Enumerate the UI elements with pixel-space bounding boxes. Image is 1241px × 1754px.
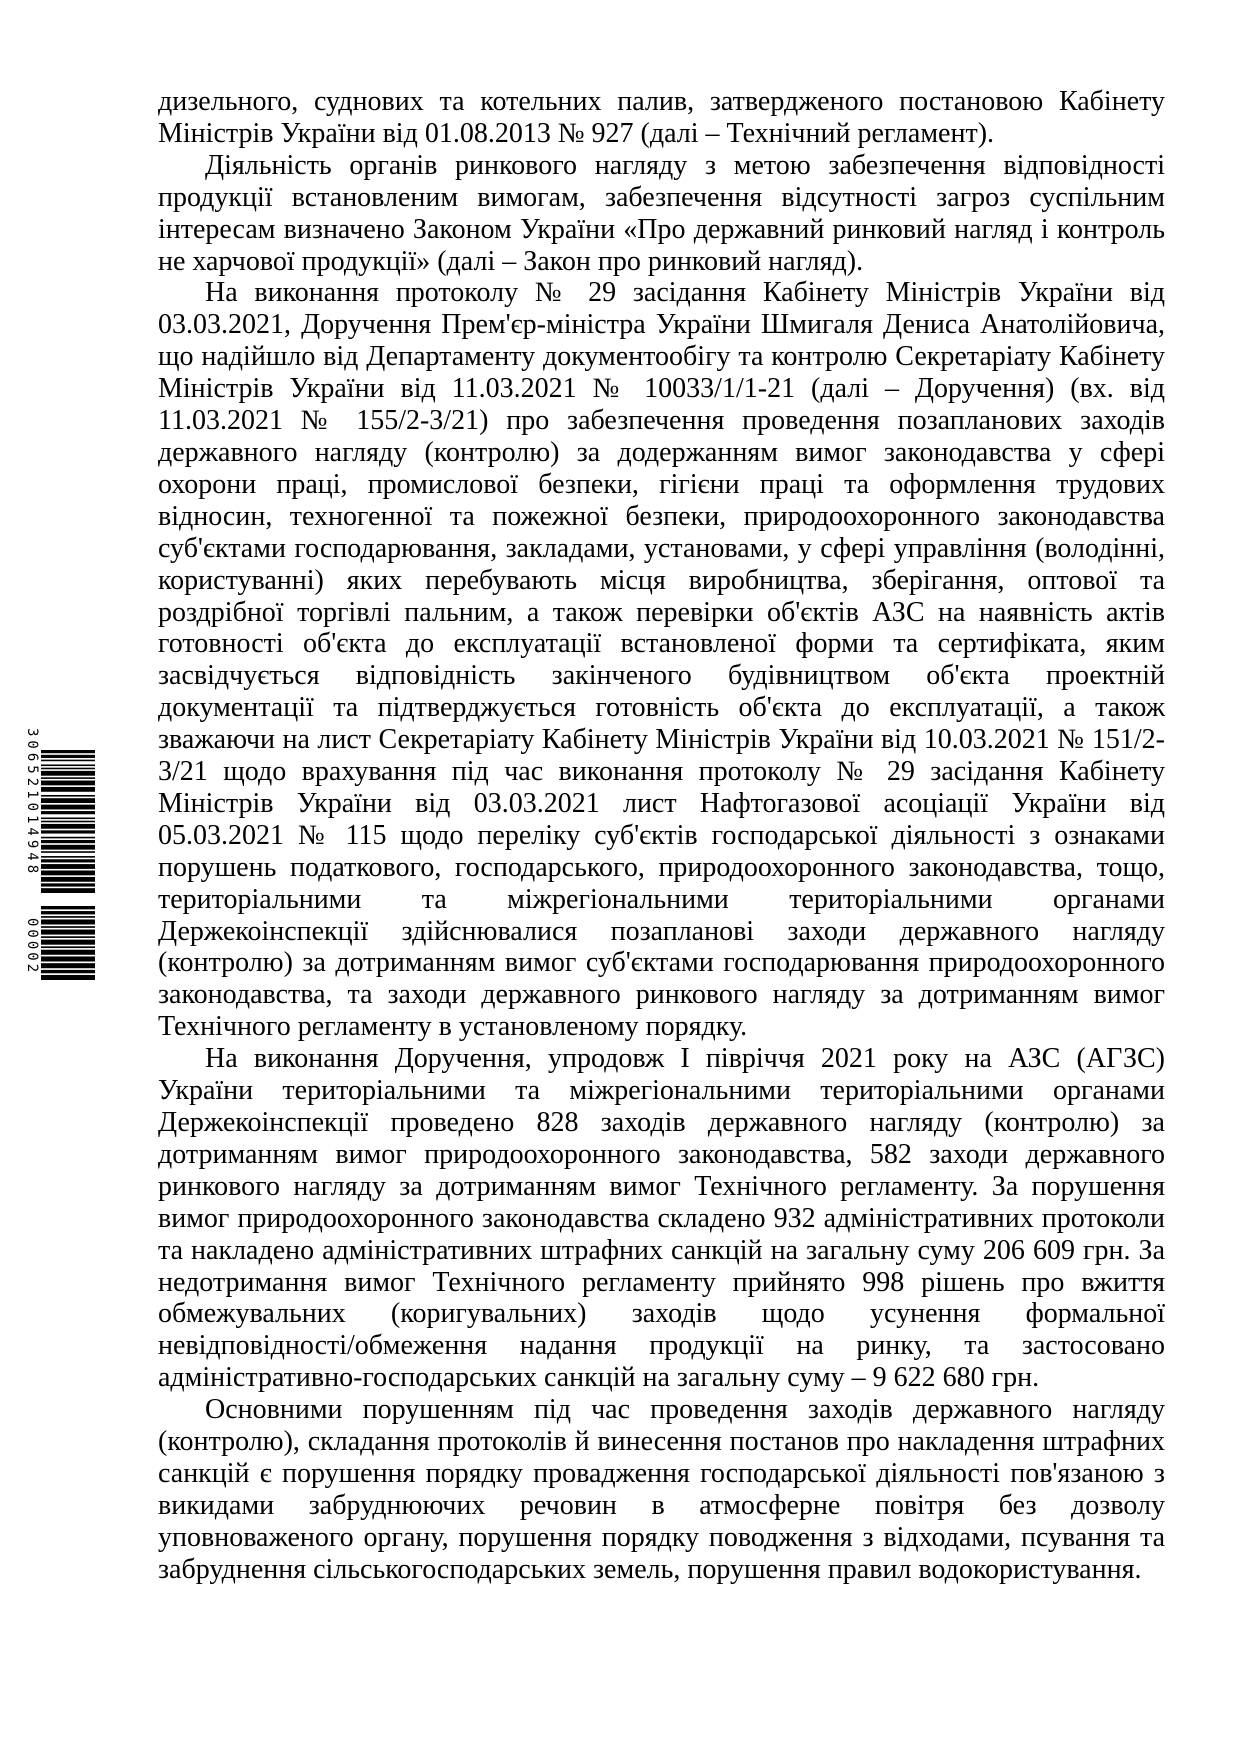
paragraph: дизельного, суднових та котельних палив, затвердженого постановою Кабінету Міністрів України від 01.08.2013 № 927 (далі – Технічний регламент). [158,86,1165,149]
paragraph: Діяльність органів ринкового нагляду з метою забезпечення відповідності продукції встановленим вимогам, забезпечення відсутності загроз суспільним інтересам визначено Законом України «Про державний ринковий нагляд і контроль не харчової продукції» (далі – Закон про ринковий нагляд). [158,149,1165,277]
document-body [158,86,1165,1586]
barcode-stripes-svg [41,906,95,980]
barcode-stripes [41,750,95,893]
barcode-stripes [41,906,95,980]
barcode-stripes-svg [41,750,95,893]
paragraph: Основними порушенням під час проведення заходів державного нагляду (контролю), складання протоколів й винесення постанов про накладення штрафних санкцій є порушення порядку провадження господарської діяльності пов'язаною з викидами забруднюючих речовин в атмосферне повітря без дозволу уповноваженого органу, порушення порядку поводження з відходами, псування та забруднення сільськогосподарських земель, порушення правил водокористування. [158,1394,1165,1585]
barcode-digits: 00002 [24,918,40,976]
barcode-main [22,728,95,893]
paragraph: На виконання Доручення, упродовж І півріччя 2021 року на АЗС (АГЗС) України територіальними та міжрегіональними територіальними органами Держекоінспекції проведено 828 заходів державного нагляду (контролю) за дотриманням вимог природоохоронного законодавства, 582 заходи державного ринкового нагляду за дотриманням вимог Технічного регламенту. За порушення вимог природоохоронного законодавства складено 932 адміністративних протоколи та накладено адміністративних штрафних санкцій на загальну суму 206 609 грн. За недотримання вимог Технічного регламенту прийнято 998 рішень про вжиття обмежувальних (коригувальних) заходів щодо усунення формальної невідповідності/обмеження надання продукції на ринку, та застосовано адміністративно-господарських санкцій на загальну суму – 9 622 680 грн. [158,1043,1165,1394]
barcode-page-counter [22,906,95,986]
paragraph: На виконання протоколу № 29 засідання Кабінету Міністрів України від 03.03.2021, Доручення Прем'єр-міністра України Шмигаля Дениса Анатолійовича, що надійшло від Департаменту документообігу та контролю Секретаріату Кабінету Міністрів України від 11.03.2021 № 10033/1/1-21 (далі – Доручення) (вх. від 11.03.2021 № 155/2-3/21) про забезпечення проведення позапланових заходів державного нагляду (контролю) за додержанням вимог законодавства у сфері охорони праці, промислової безпеки, гігієни праці та оформлення трудових відносин, техногенної та пожежної безпеки, природоохоронного законодавства суб'єктами господарювання, закладами, установами, у сфері управління (володінні, користуванні) яких перебувають місця виробництва, зберігання, оптової та роздрібної торгівлі пальним, а також перевірки об'єктів АЗС на наявність актів готовності об'єкта до експлуатації встановленої форми та сертифіката, яким засвідчується відповідність закінченого будівництвом об'єкта проектній документації та підтверджується готовність об'єкта до експлуатації, а також зважаючи на лист Секретаріату Кабінету Міністрів України від 10.03.2021 № 151/2-3/21 щодо врахування під час виконання протоколу № 29 засідання Кабінету Міністрів України від 03.03.2021 лист Нафтогазової асоціації України від 05.03.2021 № 115 щодо переліку суб'єктів господарської діяльності з ознаками порушень податкового, господарського, природоохоронного законодавства, тощо, територіальними та міжрегіональними територіальними органами Держекоінспекції здійснювалися позапланові заходи державного нагляду (контролю) за дотриманням вимог суб'єктами господарювання природоохоронного законодавства, та заходи державного ринкового нагляду за дотриманням вимог Технічного регламенту в установленому порядку. [158,277,1165,1043]
barcode-digits: 306521014948 [24,728,40,878]
